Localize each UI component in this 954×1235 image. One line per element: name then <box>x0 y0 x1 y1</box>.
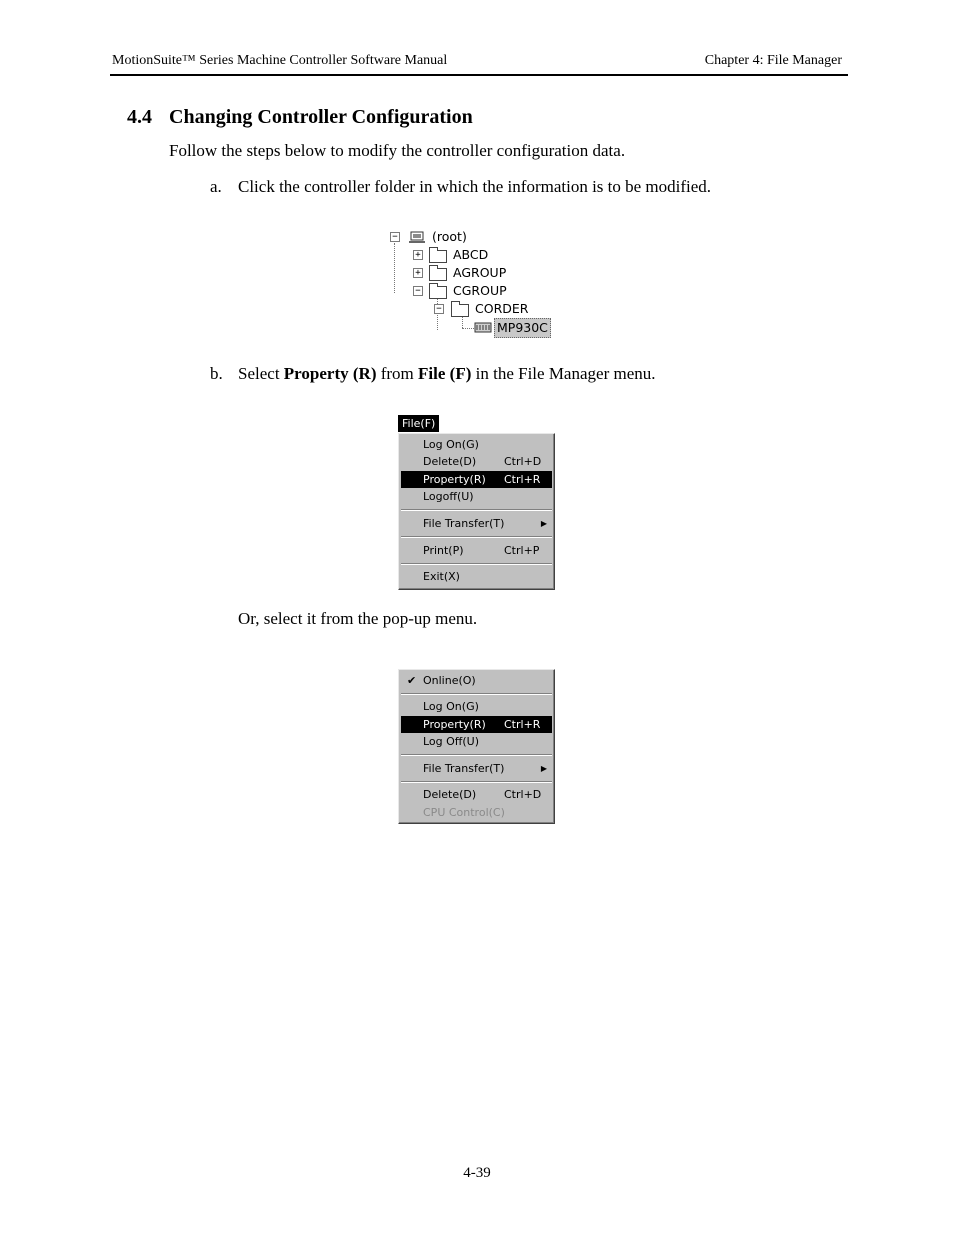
menu-separator <box>401 693 552 695</box>
menu-item-exit[interactable] <box>401 568 552 585</box>
menu-separator <box>401 754 552 756</box>
menu-item-cpu-control <box>401 804 552 821</box>
tree-item-corder[interactable] <box>388 300 558 318</box>
submenu-arrow-icon: ▶ <box>540 519 547 528</box>
menu-item-label: Log Off(U) <box>423 735 480 748</box>
expand-icon[interactable]: + <box>413 250 423 260</box>
collapse-icon[interactable]: − <box>434 304 444 314</box>
network-computer-icon <box>408 231 426 243</box>
file-menu-title[interactable]: File(F) <box>398 415 439 432</box>
step-b-text-2: from <box>376 364 419 383</box>
tree-item-mp930c[interactable] <box>388 318 558 336</box>
menu-item-log-on[interactable] <box>401 436 552 453</box>
menu-item-logoff[interactable] <box>401 488 552 505</box>
menu-item-label: Logoff(U) <box>423 490 474 503</box>
folder-icon <box>429 250 447 263</box>
tree-label-cgroup: CGROUP <box>453 283 507 298</box>
menu-item-shortcut: Ctrl+D <box>504 788 542 801</box>
menu-item-shortcut: Ctrl+D <box>504 455 542 468</box>
menu-item-property[interactable] <box>401 716 552 733</box>
menu-item-label: File Transfer(T) <box>423 762 505 775</box>
page-number: 4-39 <box>463 1165 491 1181</box>
menu-item-delete[interactable] <box>401 453 552 470</box>
menu-item-label: File Transfer(T) <box>423 517 505 530</box>
step-b <box>210 364 656 384</box>
menu-item-log-off[interactable] <box>401 733 552 750</box>
menu-separator <box>401 781 552 783</box>
menu-item-log-on[interactable] <box>401 698 552 715</box>
step-b-text-1: Select <box>238 364 284 383</box>
collapse-icon[interactable]: − <box>390 232 400 242</box>
controller-icon <box>474 321 492 334</box>
popup-instruction: Or, select it from the pop-up menu. <box>238 609 478 628</box>
menu-item-shortcut: Ctrl+R <box>504 718 541 731</box>
running-header-title: MotionSuite™ Series Machine Controller Software Manual <box>112 53 448 68</box>
step-b-property-term: Property (R) <box>283 364 377 383</box>
menu-item-label: CPU Control(C) <box>423 806 505 819</box>
collapse-icon[interactable]: − <box>413 286 423 296</box>
tree-label-abcd: ABCD <box>453 247 489 262</box>
menu-item-label: Delete(D) <box>423 788 477 801</box>
menu-item-file-transfer[interactable] <box>401 760 552 777</box>
step-a-letter: a. <box>210 177 222 196</box>
submenu-arrow-icon: ▶ <box>540 764 547 773</box>
running-header-chapter: Chapter 4: File Manager <box>704 53 842 68</box>
section-heading <box>127 106 473 129</box>
menu-item-label: Online(O) <box>423 674 476 687</box>
menu-item-shortcut: Ctrl+R <box>504 473 541 486</box>
menu-item-label: Delete(D) <box>423 455 477 468</box>
menu-item-label: Property(R) <box>423 473 486 486</box>
controller-tree-view <box>388 226 558 342</box>
menu-item-label: Print(P) <box>423 544 464 557</box>
step-a-text: Click the controller folder in which the information is to be modified. <box>238 177 712 196</box>
step-b-letter: b. <box>210 364 223 383</box>
popup-menu <box>398 669 555 824</box>
menu-item-file-transfer[interactable] <box>401 515 552 532</box>
folder-icon <box>429 286 447 299</box>
menu-item-delete[interactable] <box>401 786 552 803</box>
tree-item-root[interactable] <box>388 228 558 246</box>
menu-item-print[interactable] <box>401 542 552 559</box>
step-a <box>210 177 711 197</box>
menu-item-label: Log On(G) <box>423 700 479 713</box>
file-menu <box>398 433 555 590</box>
menu-item-online[interactable] <box>401 672 552 689</box>
section-title: Changing Controller Configuration <box>169 106 473 128</box>
header-rule <box>110 74 848 76</box>
tree-item-abcd[interactable] <box>388 246 558 264</box>
menu-separator <box>401 536 552 538</box>
intro-paragraph: Follow the steps below to modify the controller configuration data. <box>169 141 626 160</box>
checkmark-icon: ✔ <box>407 674 417 687</box>
step-b-text-3: in the File Manager menu. <box>471 364 656 383</box>
section-number: 4.4 <box>127 106 152 128</box>
menu-separator <box>401 563 552 565</box>
tree-item-cgroup[interactable] <box>388 282 558 300</box>
menu-item-shortcut: Ctrl+P <box>504 544 540 557</box>
step-b-file-term: File (F) <box>418 364 472 383</box>
folder-icon <box>429 268 447 281</box>
menu-separator <box>401 509 552 511</box>
tree-label-root: (root) <box>432 229 467 244</box>
menu-item-property[interactable] <box>401 471 552 488</box>
tree-label-corder: CORDER <box>475 301 529 316</box>
expand-icon[interactable]: + <box>413 268 423 278</box>
menu-item-label: Log On(G) <box>423 438 479 451</box>
tree-label-mp930c: MP930C <box>494 318 551 338</box>
tree-item-agroup[interactable] <box>388 264 558 282</box>
folder-icon <box>451 304 469 317</box>
tree-label-agroup: AGROUP <box>453 265 507 280</box>
menu-item-label: Exit(X) <box>423 570 460 583</box>
menu-item-label: Property(R) <box>423 718 486 731</box>
